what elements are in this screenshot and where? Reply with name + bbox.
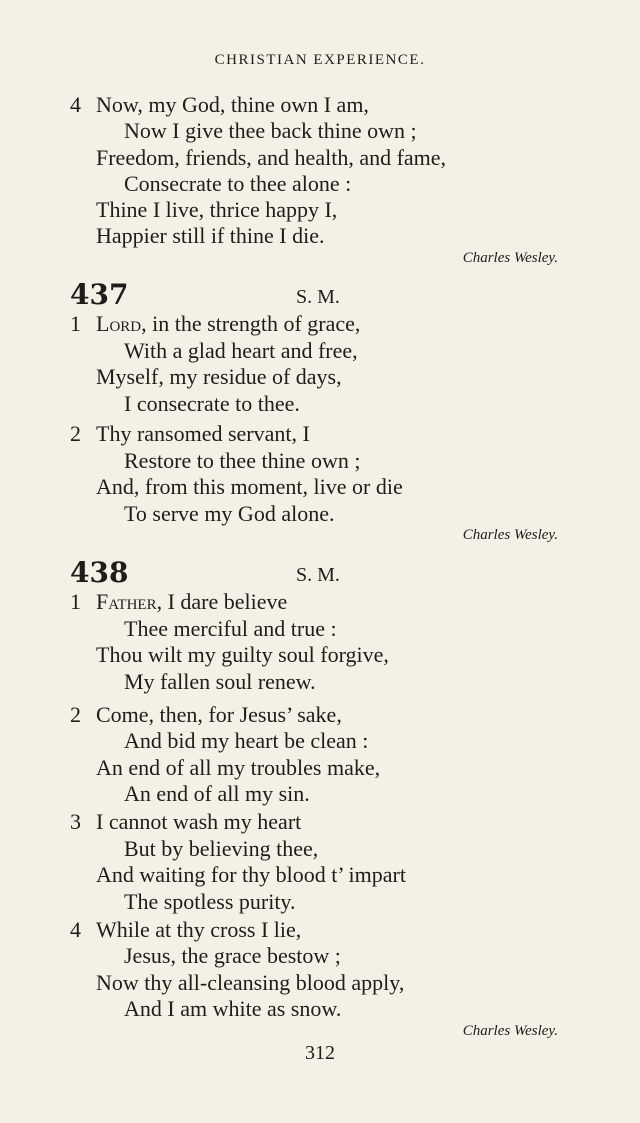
verse-line [96, 311, 360, 337]
stanza-number: 2 [70, 702, 81, 727]
verse-line: And I am white as snow. [124, 996, 342, 1021]
verse-line: Now thy all-cleansing blood apply, [96, 970, 405, 995]
hymn-meter: S. M. [296, 286, 340, 308]
hymn-number: 438 [70, 556, 129, 589]
verse-line: Thy ransomed servant, I [96, 421, 310, 446]
verse-line: And bid my heart be clean : [124, 728, 369, 753]
running-header: CHRISTIAN EXPERIENCE. [214, 52, 426, 68]
verse-line: Jesus, the grace bestow ; [124, 943, 341, 968]
author-attribution: Charles Wesley. [462, 250, 558, 266]
verse-line: I consecrate to thee. [124, 391, 300, 416]
verse-line: Now, my God, thine own I am, [96, 92, 369, 117]
verse-line: And, from this moment, live or die [96, 474, 403, 499]
verse-line: Come, then, for Jesus’ sake, [96, 702, 342, 727]
verse-line: To serve my God alone. [124, 501, 335, 526]
stanza-number: 1 [70, 589, 81, 614]
hymn-meter: S. M. [296, 564, 340, 586]
verse-line: The spotless purity. [124, 889, 296, 914]
page-number: 312 [305, 1042, 335, 1064]
verse-line: Happier still if thine I die. [96, 223, 325, 248]
verse-line: But by believing thee, [124, 836, 319, 861]
line-rest: I dare believe [162, 589, 288, 614]
stanza-number: 1 [70, 311, 81, 336]
verse-line: With a glad heart and free, [124, 338, 358, 363]
verse-line: An end of all my troubles make, [96, 755, 381, 780]
author-attribution: Charles Wesley. [462, 527, 558, 543]
verse-line: While at thy cross I lie, [96, 917, 302, 942]
verse-line: And waiting for thy blood t’ impart [96, 862, 406, 887]
verse-line [96, 589, 287, 615]
first-word: Lord, [96, 311, 147, 336]
hymn-number: 437 [70, 278, 129, 311]
verse-line: Freedom, friends, and health, and fame, [96, 145, 447, 170]
first-word: Father, [96, 589, 163, 614]
verse-line: I cannot wash my heart [96, 809, 302, 834]
verse-line: Myself, my residue of days, [96, 364, 342, 389]
stanza-number: 4 [70, 92, 81, 117]
verse-line: Now I give thee back thine own ; [124, 118, 417, 143]
verse-line: Thou wilt my guilty soul forgive, [96, 642, 389, 667]
line-rest: in the strength of grace, [146, 311, 361, 336]
verse-line: Thine I live, thrice happy I, [96, 197, 338, 222]
verse-line: An end of all my sin. [124, 781, 310, 806]
stanza-number: 3 [70, 809, 81, 834]
stanza-number: 4 [70, 917, 81, 942]
verse-line: My fallen soul renew. [124, 669, 316, 694]
verse-line: Restore to thee thine own ; [124, 448, 361, 473]
stanza-number: 2 [70, 421, 81, 446]
verse-line: Thee merciful and true : [124, 616, 337, 641]
verse-line: Consecrate to thee alone : [124, 171, 352, 196]
author-attribution: Charles Wesley. [462, 1023, 558, 1039]
